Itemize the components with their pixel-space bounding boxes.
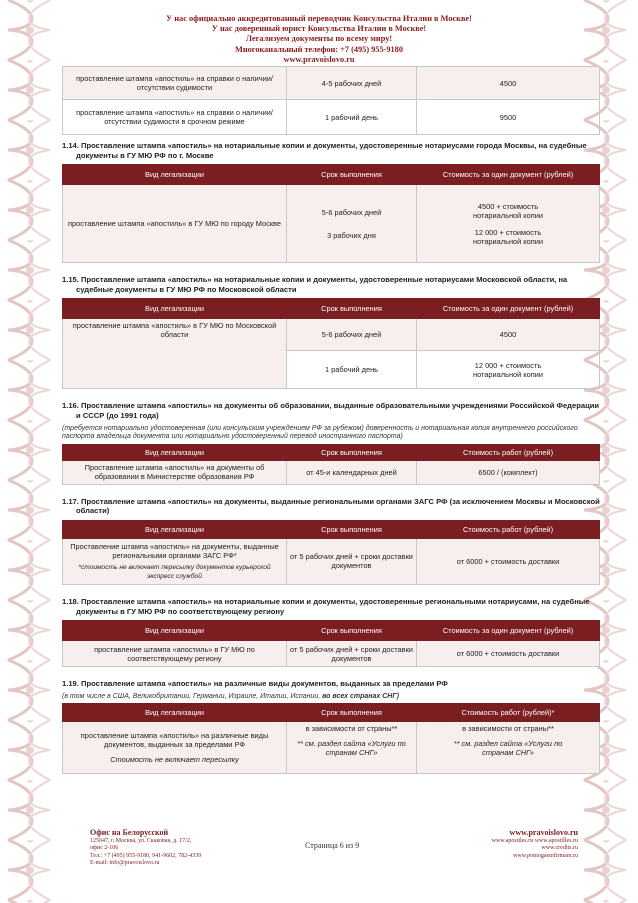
section-note-1-16: (требуется нотариально удостоверенная (или консульским учреждением РФ за рубежом) доверенность и нотариальная копия внутреннего российского паспорта владельца документа или нотариально удостоверенный перевод иностранного паспорта) (62, 424, 578, 441)
page-number: Страница 6 из 9 (305, 841, 360, 850)
column-header: Срок выполнения (287, 299, 417, 319)
column-header: Срок выполнения (287, 165, 417, 185)
cell-text: в зависимости от страны** (462, 724, 554, 734)
column-header: Стоимость работ (рублей)* (417, 704, 600, 722)
table-cell: проставление штампа «апостиль» на справки о наличии/отсутствии судимости (63, 67, 287, 100)
page-content (62, 66, 600, 774)
office-line: E-mail: info@pravoislovo.ru (90, 860, 160, 867)
table-cell: 5-6 рабочих дней (287, 319, 417, 351)
column-header: Стоимость за один документ (рублей) (417, 299, 600, 319)
column-header: Вид легализации (63, 621, 287, 641)
column-header: Срок выполнения (287, 704, 417, 722)
table-row (63, 67, 600, 100)
section-title-1-16: 1.16. Проставление штампа «апостиль» на документы об образовании, выданные образовательными учреждениями Российской Федерации и СССР (до 1991 года) (62, 401, 600, 420)
column-header: Стоимость работ (рублей) (417, 520, 600, 538)
table-cell: 9500 (417, 100, 600, 135)
table-cell: проставление штампа «апостиль» в ГУ МЮ по Московской области (63, 319, 287, 389)
table-cell: 4500 (417, 67, 600, 100)
table-header-row (63, 299, 600, 319)
section-title-1-15: 1.15. Проставление штампа «апостиль» на нотариальные копии и документы, удостоверенные нотариусами Московской области, на судебные документы в ГУ МЮ РФ по Московской области (62, 275, 568, 294)
header-url: www.pravoislovo.ru (283, 54, 355, 64)
note-bold-text: во всех странах СНГ) (322, 692, 399, 700)
table-cell: от 6000 + стоимость доставки (417, 641, 600, 667)
column-header: Стоимость работ (рублей) (417, 444, 600, 460)
table-header-row (63, 444, 600, 460)
column-header: Вид легализации (63, 520, 287, 538)
table-cell: 1 рабочий день (287, 351, 417, 389)
table-row (63, 185, 600, 263)
section-title-1-19: 1.19. Проставление штампа «апостиль» на различные виды документов, выданных за пределами РФ (62, 679, 448, 689)
office-title: Офис на Белорусской (90, 828, 169, 837)
column-header: Вид легализации (63, 299, 287, 319)
table-cell: Проставление штампа «апостиль» на документы об образовании в Министерстве образования РФ (63, 460, 287, 484)
table-1-16 (62, 444, 600, 485)
term-value: 3 рабочих дня (327, 230, 376, 240)
table-cell: проставление штампа «апостиль» на справки о наличии/отсутствии судимости в срочном режиме (63, 100, 287, 135)
column-header: Вид легализации (63, 444, 287, 460)
site-link[interactable]: www.pomogaemfirmam.ru (513, 852, 578, 859)
cell-text: Проставление штампа «апостиль» на документы, выданные региональными органами ЗАГС РФ* (70, 541, 279, 560)
table-header-row (63, 704, 600, 722)
table-1-18 (62, 620, 600, 667)
table-cell: от 5 рабочих дней + сроки доставки документов (287, 641, 417, 667)
header-line: У нас официально аккредитованный переводчик Консульства Италии в Москве! (166, 14, 472, 23)
table-cell: от 5 рабочих дней + сроки доставки документов (287, 538, 417, 584)
table-cell: 1 рабочий день (287, 100, 417, 135)
table-cell: проставление штампа «апостиль» в ГУ МЮ по городу Москве (63, 185, 287, 263)
table-top (62, 66, 600, 135)
table-cell (287, 185, 417, 263)
site-link[interactable]: www.apostiles.ru www.apostilles.ru (491, 838, 578, 844)
note-text: (в том числе в США, Великобритании, Германии, Израиле, Италии, Испании, (62, 692, 323, 700)
table-cell (417, 722, 600, 774)
section-title-1-14: 1.14. Проставление штампа «апостиль» на нотариальные копии и документы, удостоверенные нотариусами города Москвы, на судебные документы в ГУ МЮ РФ по г. Москве (62, 141, 587, 160)
section-title-1-18: 1.18. Проставление штампа «апостиль» на нотариальные копии и документы, удостоверенные региональными нотариусами, на судебные документы в ГУ МЮ РФ по соответствующему региону (62, 596, 590, 616)
column-header: Вид легализации (63, 704, 287, 722)
table-1-15 (62, 298, 600, 389)
cell-note: Стоимость не включает пересылку (110, 755, 239, 765)
column-header: Вид легализации (63, 165, 287, 185)
table-row (63, 538, 600, 584)
table-cell: от 6000 + стоимость доставки (417, 538, 600, 584)
table-cell (63, 722, 287, 774)
column-header: Срок выполнения (287, 621, 417, 641)
column-header: Стоимость за один документ (рублей) (417, 165, 600, 185)
table-cell: 4500 (417, 319, 600, 351)
column-header: Стоимость за один документ (рублей) (417, 621, 600, 641)
table-header-row (63, 621, 600, 641)
table-row (63, 319, 600, 351)
header-line: Многоканальный телефон: +7 (495) 955-9180 (235, 44, 403, 54)
cell-note: ** см. раздел сайта «Услуги по странам СНГ» (453, 739, 563, 758)
sites-block (492, 828, 578, 860)
header-line: У нас доверенный юрист Консульства Италии в Москве! (211, 24, 427, 34)
table-cell (417, 185, 600, 263)
table-header-row (63, 520, 600, 538)
office-line: Тел.: +7 (495) 955-9180, 941-9602, 782-4339 (90, 852, 202, 859)
table-1-14 (62, 164, 600, 263)
table-cell: от 45-и календарных дней (287, 460, 417, 484)
table-row (63, 722, 600, 774)
price-value: 12 000 + стоимость нотариальной копии (472, 227, 543, 246)
term-value: 5-6 рабочих дней (321, 207, 382, 217)
table-cell: проставление штампа «апостиль» в ГУ МЮ по соответствующему региону (63, 641, 287, 667)
table-cell (63, 538, 287, 584)
table-cell (287, 722, 417, 774)
office-block (90, 828, 270, 868)
table-cell: 6500 / (комплект) (417, 460, 600, 484)
table-cell (417, 351, 600, 389)
table-1-17 (62, 520, 600, 585)
section-title-1-17: 1.17. Проставление штампа «апостиль» на документы, выданные региональными органами ЗАГС РФ (за исключением Москвы и Московской области) (62, 496, 600, 516)
table-header-row (63, 165, 600, 185)
site-link[interactable]: www.pravoislovo.ru (509, 828, 578, 837)
table-1-19 (62, 703, 600, 774)
cell-text: в зависимости от страны** (305, 724, 398, 734)
cell-note: ** см. раздел сайта «Услуги по странам СНГ» (297, 739, 406, 758)
page-header (120, 14, 518, 65)
table-cell: 4-5 рабочих дней (287, 67, 417, 100)
site-link[interactable]: www.credits.ru (541, 845, 578, 852)
price-value: 12 000 + стоимость нотариальной копии (472, 360, 543, 379)
price-value: 4500 + стоимость нотариальной копии (472, 201, 543, 220)
header-line: Легализуем документы по всему миру! (245, 34, 393, 44)
column-header: Срок выполнения (287, 444, 417, 460)
office-line: офис 2-106 (90, 845, 119, 852)
table-row (63, 641, 600, 667)
cell-note: *стоимость не включает пересылку документов курьерской экспресс службой (78, 563, 271, 580)
left-ornament-border (0, 0, 62, 903)
table-row (63, 100, 600, 135)
office-line: 125047, г. Москва, ул. Скаковая, д. 17/2, (90, 838, 192, 844)
section-note-1-19 (62, 693, 600, 702)
column-header: Срок выполнения (287, 520, 417, 538)
cell-text: проставление штампа «апостиль» на различные виды документов, выданных за пределами РФ (80, 731, 269, 750)
table-row (63, 460, 600, 484)
